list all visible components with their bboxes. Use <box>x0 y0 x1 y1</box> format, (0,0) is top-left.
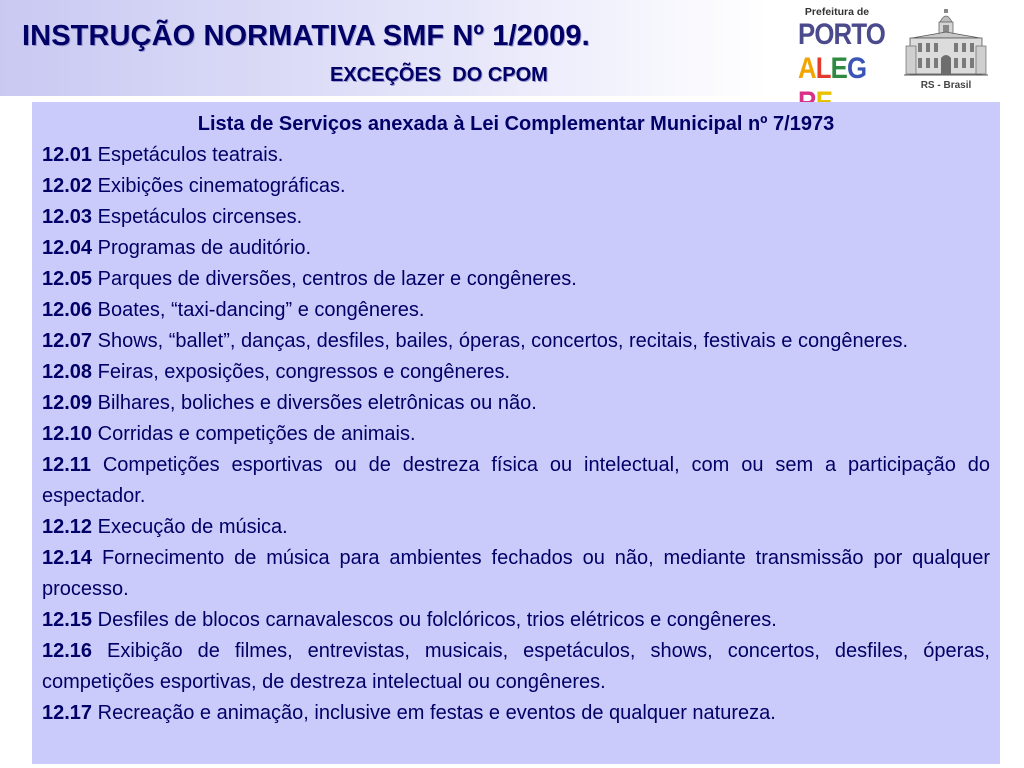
service-item <box>42 419 990 450</box>
service-description: Desfiles de blocos carnavalescos ou folclóricos, trios elétricos e congêneres. <box>97 609 777 631</box>
service-code: 12.05 <box>42 268 93 290</box>
service-description: Feiras, exposições, congressos e congêneres. <box>97 361 511 383</box>
service-description: Exibições cinematográficas. <box>97 175 346 197</box>
services-list <box>42 140 990 729</box>
service-code: 12.02 <box>42 175 93 197</box>
logo-alegre-letter: L <box>815 52 831 85</box>
logo-alegre-letter: E <box>830 52 848 85</box>
service-description: Fornecimento de música para ambientes fechados ou não, mediante transmissão por qualquer processo. <box>42 547 990 600</box>
service-description: Exibição de filmes, entrevistas, musicais, espetáculos, shows, concertos, desfiles, óperas, competições esportivas, de destreza intelectual ou congêneres. <box>42 640 990 693</box>
service-code: 12.04 <box>42 237 93 259</box>
slide-title: INSTRUÇÃO NORMATIVA SMF Nº 1/2009. <box>22 20 590 52</box>
logo-alegre-letter: G <box>847 52 867 85</box>
service-code: 12.14 <box>42 547 93 569</box>
service-code: 12.10 <box>42 423 93 445</box>
service-description: Recreação e animação, inclusive em festas e eventos de qualquer natureza. <box>97 702 776 724</box>
city-hall-emblem <box>904 8 988 96</box>
service-item <box>42 543 990 605</box>
service-description: Corridas e competições de animais. <box>97 423 416 445</box>
service-item <box>42 698 990 729</box>
service-description: Execução de música. <box>97 516 288 538</box>
service-code: 12.16 <box>42 640 93 662</box>
service-item <box>42 295 990 326</box>
service-code: 12.12 <box>42 516 93 538</box>
service-code: 12.11 <box>42 454 91 476</box>
service-item <box>42 264 990 295</box>
service-item <box>42 233 990 264</box>
service-code: 12.15 <box>42 609 93 631</box>
logo-alegre-letter: A <box>798 52 816 85</box>
service-description: Boates, “taxi-dancing” e congêneres. <box>97 299 425 321</box>
logo-prefeitura-text: Prefeitura de <box>804 6 870 18</box>
service-code: 12.01 <box>42 144 93 166</box>
porto-alegre-logo <box>796 6 885 92</box>
service-item <box>42 326 990 357</box>
service-code: 12.09 <box>42 392 93 414</box>
service-item <box>42 388 990 419</box>
city-hall-building-icon <box>904 8 988 80</box>
service-code: 12.06 <box>42 299 93 321</box>
service-description: Shows, “ballet”, danças, desfiles, bailes, óperas, concertos, recitais, festivais e congêneres. <box>97 330 909 352</box>
service-description: Espetáculos teatrais. <box>97 144 284 166</box>
list-title: Lista de Serviços anexada à Lei Complementar Municipal nº 7/1973 <box>197 113 835 135</box>
slide-subtitle: EXCEÇÕES DO CPOM <box>330 64 548 86</box>
service-item <box>42 202 990 233</box>
service-code: 12.08 <box>42 361 93 383</box>
service-description: Espetáculos circenses. <box>97 206 303 228</box>
header-band <box>0 0 1024 96</box>
service-item <box>42 512 990 543</box>
emblem-caption: RS - Brasil <box>920 80 972 91</box>
service-description: Programas de auditório. <box>97 237 312 259</box>
service-description: Parques de diversões, centros de lazer e congêneres. <box>97 268 577 290</box>
service-item <box>42 140 990 171</box>
service-code: 12.17 <box>42 702 93 724</box>
services-list-box <box>32 102 1000 764</box>
service-item <box>42 171 990 202</box>
service-item <box>42 605 990 636</box>
service-code: 12.03 <box>42 206 93 228</box>
service-description: Competições esportivas ou de destreza física ou intelectual, com ou sem a participação do espectador. <box>42 454 990 507</box>
logo-porto-text: PORTO <box>798 18 885 51</box>
service-code: 12.07 <box>42 330 93 352</box>
service-item <box>42 450 990 512</box>
service-item <box>42 357 990 388</box>
service-item <box>42 636 990 698</box>
service-description: Bilhares, boliches e diversões eletrônicas ou não. <box>97 392 537 414</box>
